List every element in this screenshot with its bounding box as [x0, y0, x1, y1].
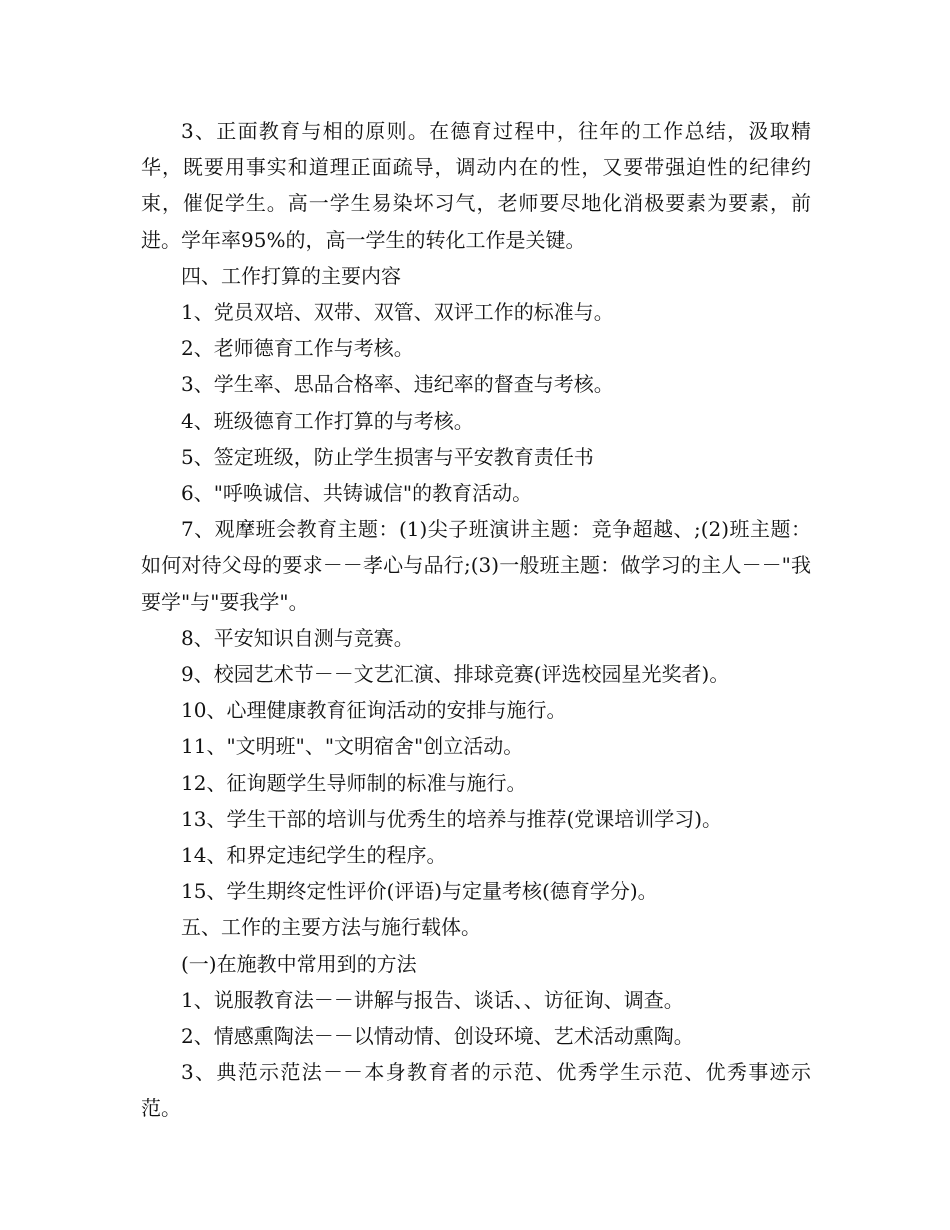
list-item: 9、校园艺术节－－文艺汇演、排球竞赛(评选校园星光奖者)。: [181, 662, 730, 687]
list-item: 3、典范示范法－－本身教育者的示范、优秀学生示范、优秀事迹示范。: [141, 1060, 811, 1121]
list-item: 11、"文明班"、"文明宿舍"创立活动。: [181, 734, 524, 759]
section-heading-5: 五、工作的主要方法与施行载体。: [181, 915, 481, 940]
list-item: 1、党员双培、双带、双管、双评工作的标准与。: [181, 300, 614, 325]
subsection-heading: (一)在施教中常用到的方法: [181, 951, 417, 976]
list-item: 10、心理健康教育征询活动的安排与施行。: [181, 698, 567, 723]
list-item: 6、"呼唤诚信、共铸诚信"的教育活动。: [181, 481, 533, 506]
list-item: 1、说服教育法－－讲解与报告、谈话、、访征询、调查。: [181, 987, 684, 1012]
list-item: 2、情感熏陶法－－以情动情、创设环境、艺术活动熏陶。: [181, 1024, 694, 1049]
list-item: 2、老师德育工作与考核。: [181, 336, 414, 361]
list-item: 3、学生率、思品合格率、违纪率的督查与考核。: [181, 372, 614, 397]
list-item: 7、观摩班会教育主题：(1)尖子班演讲主题：竞争超越、;(2)班主题：如何对待父母的要求－－孝心与品行;(3)一般班主题：做学习的主人－－"我要学"与"要我学"。: [141, 517, 811, 614]
list-item: 5、签定班级，防止学生损害与平安教育责任书: [181, 444, 594, 469]
paragraph-principle-3: 3、正面教育与相的原则。在德育过程中，往年的工作总结，汲取精华，既要用事实和道理正面疏导，调动内在的性，又要带强迫性的纪律约束，催促学生。高一学生易染坏习气，老师要尽地化消极要素为要素，前进。学年率95%的，高一学生的转化工作是关键。: [141, 119, 811, 252]
list-item: 12、征询题学生导师制的标准与施行。: [181, 770, 527, 795]
list-item: 15、学生期终定性评价(评语)与定量考核(德育学分)。: [181, 879, 658, 904]
document-body: [141, 113, 811, 1127]
list-item: 14、和界定违纪学生的程序。: [181, 843, 447, 868]
list-item: 13、学生干部的培训与优秀生的培养与推荐(党课培训学习)。: [181, 806, 723, 831]
section-heading-4: 四、工作打算的主要内容: [181, 263, 401, 288]
list-item: 4、班级德育工作打算的与考核。: [181, 408, 474, 433]
list-item: 8、平安知识自测与竞赛。: [181, 625, 414, 650]
